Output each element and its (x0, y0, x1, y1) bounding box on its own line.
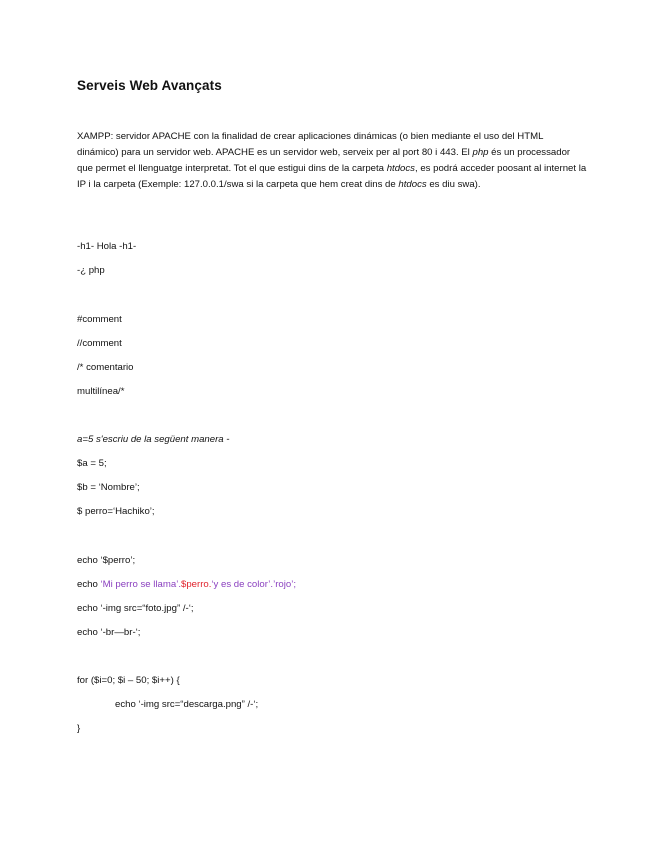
code-line-echo-br: echo ‘-br—br-‘; (77, 627, 141, 638)
document-title: Serveis Web Avançats (77, 78, 222, 93)
code-line-comment-slash: //comment (77, 338, 122, 349)
intro-php-word: php (472, 147, 489, 158)
code-line-for-body: echo ‘-img src=“descarga.png” /-‘; (115, 699, 259, 710)
code-line-var-perro: $ perro=‘Hachiko’; (77, 506, 155, 517)
intro-text-1: XAMPP: servidor APACHE con la finalidad de crear aplicaciones dinámicas (o bien mediante el uso del HTML dinámico) para un servidor web. APACHE es un servidor web, serveix per al port 80 i 443. El (77, 131, 544, 158)
echo-mixed-variable: $perro. (181, 579, 212, 590)
code-line-comment-block-start: /* comentario (77, 362, 134, 373)
code-line-var-b: $b = ‘Nombre’; (77, 482, 140, 493)
intro-text-3: , es podrá acceder poosant al internet la IP i la carpeta (Exemple: 127.0.0.1/swa si la carpeta que hem creat dins de (77, 163, 587, 190)
code-line-php-open: -¿ php (77, 265, 105, 276)
code-line-for-open: for ($i=0; $i – 50; $i++) { (77, 675, 180, 686)
intro-htdocs-word: htdocs (386, 163, 415, 174)
echo-mixed-prefix: echo (77, 579, 101, 590)
code-line-for-close: } (77, 723, 81, 734)
intro-paragraph (77, 129, 587, 193)
code-line-comment-block-end: multilínea/* (77, 386, 125, 397)
code-line-comment-hash: #comment (77, 314, 122, 325)
echo-mixed-string-2: ‘y es de color’.’rojo’; (211, 579, 297, 590)
italic-note-text: a=5 s'escriu de la següent manera - (77, 434, 230, 445)
italic-note (77, 433, 230, 447)
echo-mixed-string-1: ‘Mi perro se llama’. (100, 579, 181, 590)
intro-htdocs-word-2: htdocs (398, 179, 427, 190)
code-line-var-a: $a = 5; (77, 458, 107, 469)
code-line-echo-img: echo ‘-img src=“foto.jpg” /-‘; (77, 603, 194, 614)
intro-text-2: és un processador que permet el llenguatge interpretat. Tot el que estigui dins de la carpeta (77, 147, 571, 174)
code-line-echo-mixed (77, 578, 296, 592)
intro-text-4: es diu swa). (426, 179, 481, 190)
code-line-echo-perro: echo ‘$perro’; (77, 555, 136, 566)
code-line-h1: -h1- Hola -h1- (77, 241, 137, 252)
